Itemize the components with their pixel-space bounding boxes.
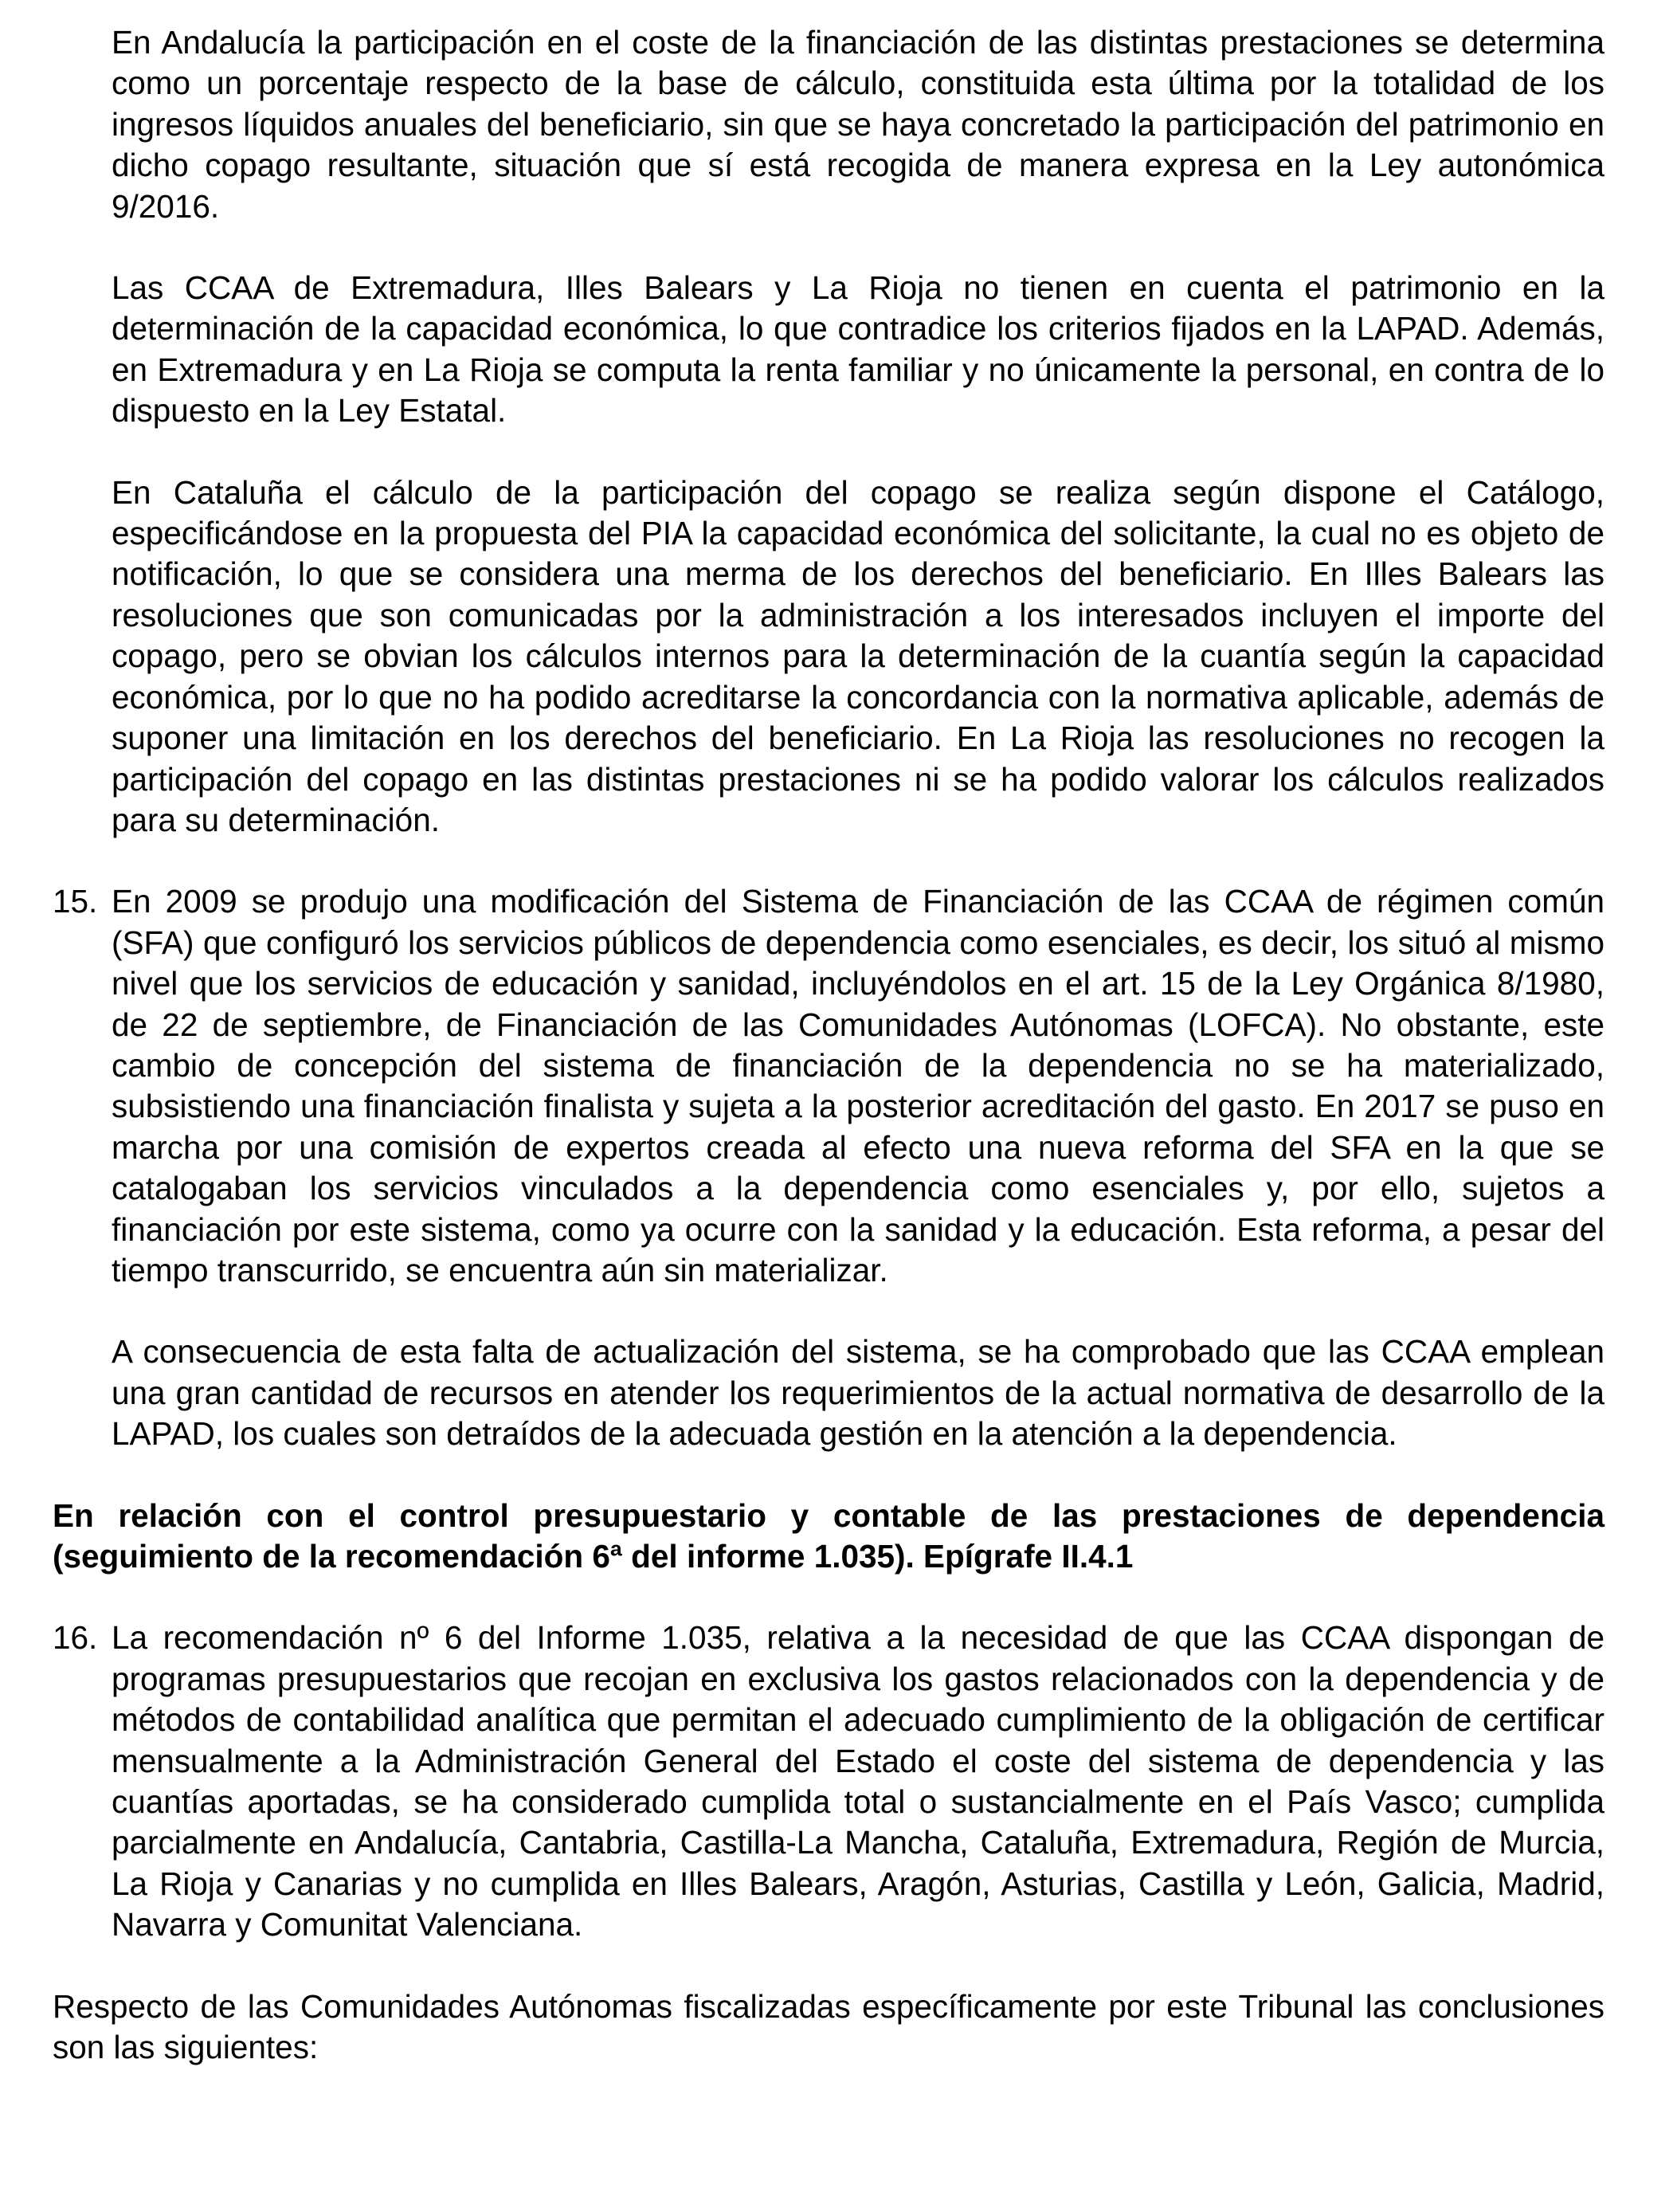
paragraph-conclusiones-intro: Respecto de las Comunidades Autónomas fiscalizadas específicamente por este Tribunal las conclusiones son las siguientes: [53,1987,1604,2066]
paragraph-falta-actualizacion: A consecuencia de esta falta de actualización del sistema, se ha comprobado que las CCAA emplean una gran cantidad de recursos en atender los requerimientos de la actual normativa de desarrollo de la LAPAD, los cuales son detraídos de la adecuada gestión en la atención a la dependencia. [112,1333,1604,1453]
item-number: 16. [53,1619,98,1657]
item-number: 15. [53,883,98,920]
numbered-item-15 [53,881,1604,1291]
item-15-text: En 2009 se produjo una modificación del Sistema de Financiación de las CCAA de régimen común (SFA) que configuró los servicios públicos de dependencia como esenciales, es decir, los situó al mismo nivel que los servicios de educación y sanidad, incluyéndolos en el art. 15 de la Ley Orgánica 8/1980, de 22 de septiembre, de Financiación de las Comunidades Autónomas (LOFCA). No obstante, este cambio de concepción del sistema de financiación de la dependencia no se ha materializado, subsistiendo una financiación finalista y sujeta a la posterior acreditación del gasto. En 2017 se puso en marcha por una comisión de expertos creada al efecto una nueva reforma del SFA en la que se catalogaban los servicios vinculados a la dependencia como esenciales y, por ello, sujetos a financiación por este sistema, como ya ocurre con la sanidad y la educación. Esta reforma, a pesar del tiempo transcurrido, se encuentra aún sin materializar. [112,883,1604,1288]
paragraph-andalucia-copago: En Andalucía la participación en el coste de la financiación de las distintas prestaciones se determina como un porcentaje respecto de la base de cálculo, constituida esta última por la totalidad de los ingresos líquidos anuales del beneficiario, sin que se haya concretado la participación del patrimonio en dicho copago resultante, situación que sí está recogida de manera expresa en la Ley autonómica 9/2016. [112,24,1604,225]
item-16-text: La recomendación nº 6 del Informe 1.035, relativa a la necesidad de que las CCAA dispongan de programas presupuestarios que recojan en exclusiva los gastos relacionados con la dependencia y de métodos de contabilidad analítica que permitan el adecuado cumplimiento de la obligación de certificar mensualmente a la Administración General del Estado el coste del sistema de dependencia y las cuantías aportadas, se ha considerado cumplida total o sustancialmente en el País Vasco; cumplida parcialmente en Andalucía, Cantabria, Castilla-La Mancha, Cataluña, Extremadura, Región de Murcia, La Rioja y Canarias y no cumplida en Illes Balears, Aragón, Asturias, Castilla y León, Galicia, Madrid, Navarra y Comunitat Valenciana. [112,1619,1604,1943]
paragraph-extremadura-balears-rioja: Las CCAA de Extremadura, Illes Balears y La Rioja no tienen en cuenta el patrimonio en la determinación de la capacidad económica, lo que contradice los criterios fijados en la LAPAD. Además, en Extremadura y en La Rioja se computa la renta familiar y no únicamente la personal, en contra de lo dispuesto en la Ley Estatal. [112,269,1604,429]
paragraph-cataluna-copago: En Cataluña el cálculo de la participación del copago se realiza según dispone el Catálogo, especificándose en la propuesta del PIA la capacidad económica del solicitante, la cual no es objeto de notificación, lo que se considera una merma de los derechos del beneficiario. En Illes Balears las resoluciones que son comunicadas por la administración a los interesados incluyen el importe del copago, pero se obvian los cálculos internos para la determinación de la cuantía según la capacidad económica, por lo que no ha podido acreditarse la concordancia con la normativa aplicable, además de suponer una limitación en los derechos del beneficiario. En La Rioja las resoluciones no recogen la participación del copago en las distintas prestaciones ni se ha podido valorar los cálculos realizados para su determinación. [112,473,1604,838]
numbered-item-16 [53,1618,1604,1945]
section-heading: En relación con el control presupuestario y contable de las prestaciones de dependencia (seguimiento de la recomendación 6ª del informe 1.035). Epígrafe II.4.1 [53,1496,1604,1575]
